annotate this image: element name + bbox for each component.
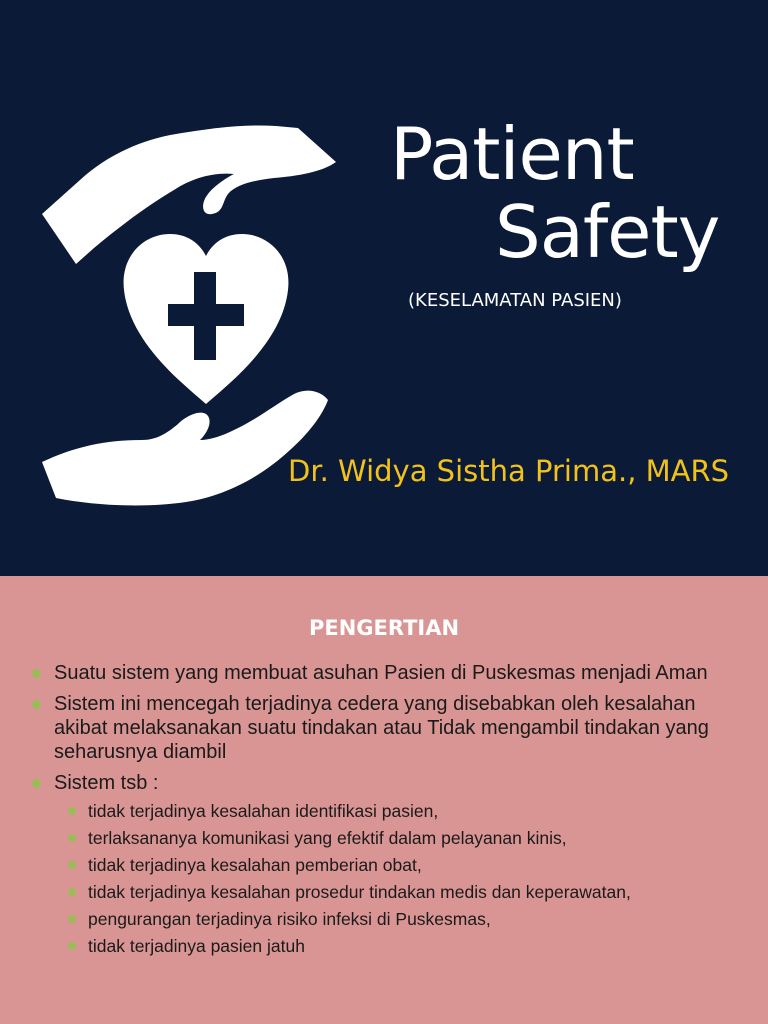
cross-horizontal-icon xyxy=(168,304,244,326)
sub-bullet-item: tidak terjadinya kesalahan prosedur tindakan medis dan keperawatan, xyxy=(64,882,730,903)
subtitle: (KESELAMATAN PASIEN) xyxy=(408,290,622,311)
sub-bullet-item: tidak terjadinya kesalahan pemberian obat, xyxy=(64,855,730,876)
sub-bullet-item: tidak terjadinya pasien jatuh xyxy=(64,936,730,957)
sub-bullet-list xyxy=(54,801,730,957)
title-line-2: Safety xyxy=(495,190,720,274)
definition-slide xyxy=(0,576,768,1024)
bullet-item: Suatu sistem yang membuat asuhan Pasien di Puskesmas menjadi Aman xyxy=(30,661,730,685)
sub-bullet-item: pengurangan terjadinya risiko infeksi di Puskesmas, xyxy=(64,909,730,930)
bullet-item: Sistem ini mencegah terjadinya cedera yang disebabkan oleh kesalahan akibat melaksanakan suatu tindakan atau Tidak mengambil tindakan yang seharusnya diambil xyxy=(30,692,730,764)
bullet-item-label: Sistem tsb : xyxy=(54,772,159,794)
sub-bullet-item: tidak terjadinya kesalahan identifikasi pasien, xyxy=(64,801,730,822)
section-heading: PENGERTIAN xyxy=(308,616,460,640)
title-line-1: Patient xyxy=(390,112,634,196)
author-name: Dr. Widya Sistha Prima., MARS xyxy=(288,454,730,488)
sub-bullet-item: terlaksananya komunikasi yang efektif dalam pelayanan kinis, xyxy=(64,828,730,849)
bottom-hand-icon xyxy=(42,391,328,506)
bullet-item-with-sublist xyxy=(30,771,730,957)
bullet-list xyxy=(30,661,730,964)
